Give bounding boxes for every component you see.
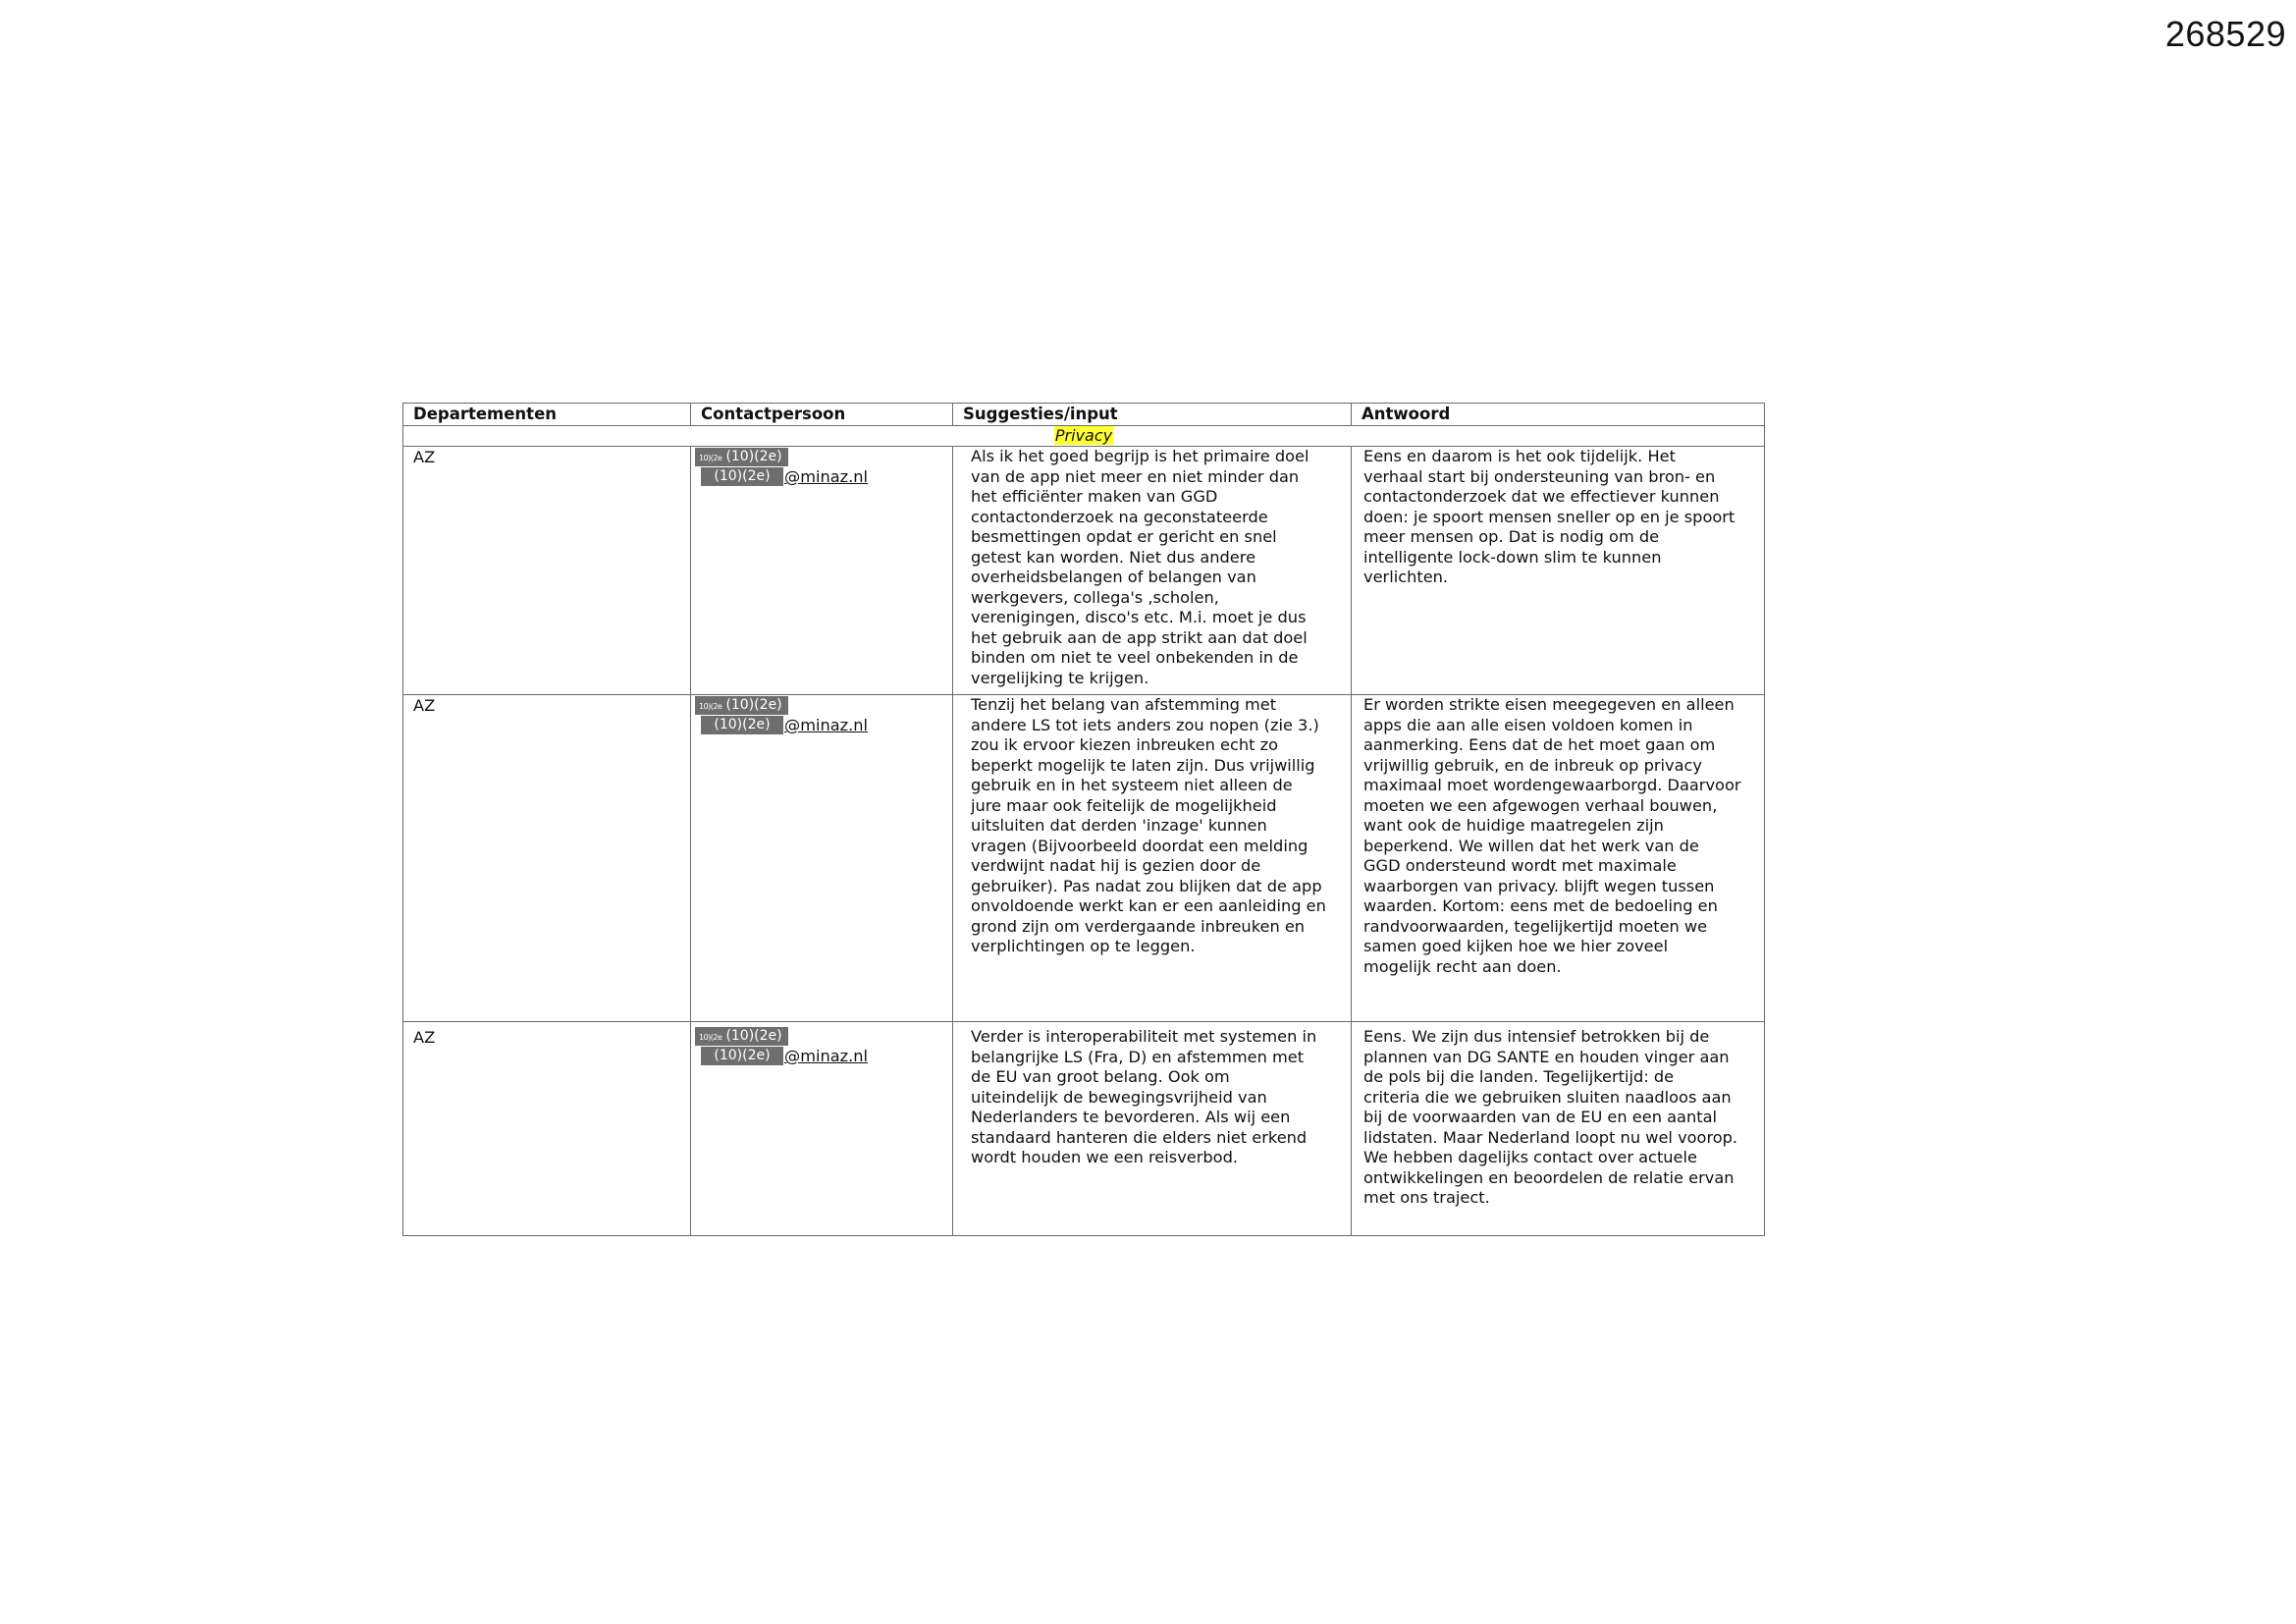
department-cell: AZ [403, 695, 691, 1022]
answer-cell [1352, 695, 1765, 1022]
suggestion-cell [953, 695, 1352, 1022]
feedback-table [402, 403, 1765, 1236]
contact-email-link[interactable]: @minaz.nl [784, 1047, 869, 1065]
redaction-box: (10)(2e) [701, 467, 783, 486]
suggestion-text: Als ik het goed begrijp is het primaire doel van de app niet meer en niet minder dan het efficiënter maken van GGD contactonderzoek na geconstateerde besmettingen opdat er gericht en snel getest kan worden. Niet dus andere overheidsbelangen of belangen van werkgevers, collega's ,scholen, verenigingen, disco's etc. M.i. moet je dus het gebruik aan de app strikt aan dat doel binden om niet te veel onbekenden in de vergelijking te krijgen. [971, 447, 1309, 687]
contact-cell [691, 447, 953, 695]
header-answer: Antwoord [1352, 404, 1765, 426]
contact-email-line [695, 1047, 952, 1066]
suggestion-text: Verder is interoperabiliteit met systemen in belangrijke LS (Fra, D) en afstemmen met de EU van groot belang. Ook om uiteindelijk de bewegingsvrijheid van Nederlanders te bevorderen. Als wij een standaard hanteren die elders niet erkend wordt houden we een reisverbod. [971, 1027, 1317, 1166]
contact-email-line [695, 716, 952, 735]
contact-cell [691, 695, 953, 1022]
answer-cell [1352, 1022, 1765, 1236]
section-label-privacy: Privacy [1054, 425, 1113, 445]
header-departments: Departementen [403, 404, 691, 426]
suggestion-text: Tenzij het belang van afstemming met andere LS tot iets anders zou nopen (zie 3.) zou ik ervoor kiezen inbreuken echt zo beperkt mogelijk te laten zijn. Dus vrijwillig gebruik en in het systeem niet alleen de jure maar ook feitelijk de mogelijkheid uitsluiten dat derden 'inzage' kunnen vragen (Bijvoorbeeld doordat een melding verdwijnt nadat hij is gezien door de gebruiker). Pas nadat zou blijken dat de app onvoldoende werkt kan er een aanleiding en grond zijn om verdergaande inbreuken en verplichtingen op te leggen. [971, 695, 1326, 955]
header-contact: Contactpersoon [691, 404, 953, 426]
table-row [403, 695, 1765, 1022]
table-row [403, 447, 1765, 695]
redaction-box: (10)(2e) [701, 716, 783, 734]
answer-text: Er worden strikte eisen meegegeven en alleen apps die aan alle eisen voldoen komen in aanmerking. Eens dat de het moet gaan om vrijwillig gebruik, en de inbreuk op privacy maximaal moet wordengewaarborgd. Daarvoor moeten we een afgewogen verhaal bouwen, want ook de huidige maatregelen zijn beperkend. We willen dat het werk van de GGD ondersteund wordt met maximale waarborgen van privacy. blijft wegen tussen waarden. Kortom: eens met de bedoeling en randvoorwaarden, tegelijkertijd moeten we samen goed kijken hoe we hier zoveel mogelijk recht aan doen. [1363, 695, 1741, 976]
redaction-box: 10)(2e (10)(2e) [695, 448, 788, 466]
contact-email-line [695, 467, 952, 487]
suggestion-cell [953, 447, 1352, 695]
contact-email-link[interactable]: @minaz.nl [784, 716, 869, 734]
redacted-name-line [695, 448, 952, 467]
table-row [403, 1022, 1765, 1236]
department-cell: AZ [403, 447, 691, 695]
redacted-name-line [695, 1027, 952, 1047]
suggestion-cell [953, 1022, 1352, 1236]
redaction-box: 10)(2e (10)(2e) [695, 696, 788, 715]
redaction-box: 10)(2e (10)(2e) [695, 1027, 788, 1046]
redaction-box: (10)(2e) [701, 1047, 783, 1065]
answer-cell [1352, 447, 1765, 695]
section-row [403, 425, 1765, 447]
department-cell: AZ [403, 1022, 691, 1236]
answer-text: Eens en daarom is het ook tijdelijk. Het verhaal start bij ondersteuning van bron- en contactonderzoek dat we effectiever kunnen doen: je spoort mensen sneller op en je spoort meer mensen op. Dat is nodig om de intelligente lock-down slim te kunnen verlichten. [1363, 447, 1735, 586]
answer-text: Eens. We zijn dus intensief betrokken bij de plannen van DG SANTE en houden vinger aan de pols bij die landen. Tegelijkertijd: de criteria die we gebruiken sluiten naadloos aan bij de voorwaarden van de EU en een aantal lidstaten. Maar Nederland loopt nu wel voorop. We hebben dagelijks contact over actuele ontwikkelingen en beoordelen de relatie ervan met ons traject. [1363, 1027, 1738, 1207]
table-header-row [403, 404, 1765, 426]
section-cell [403, 425, 1765, 447]
header-suggestions: Suggesties/input [953, 404, 1352, 426]
contact-email-link[interactable]: @minaz.nl [784, 467, 869, 486]
redacted-name-line [695, 696, 952, 716]
contact-cell [691, 1022, 953, 1236]
document-number: 268529 [2164, 14, 2286, 54]
